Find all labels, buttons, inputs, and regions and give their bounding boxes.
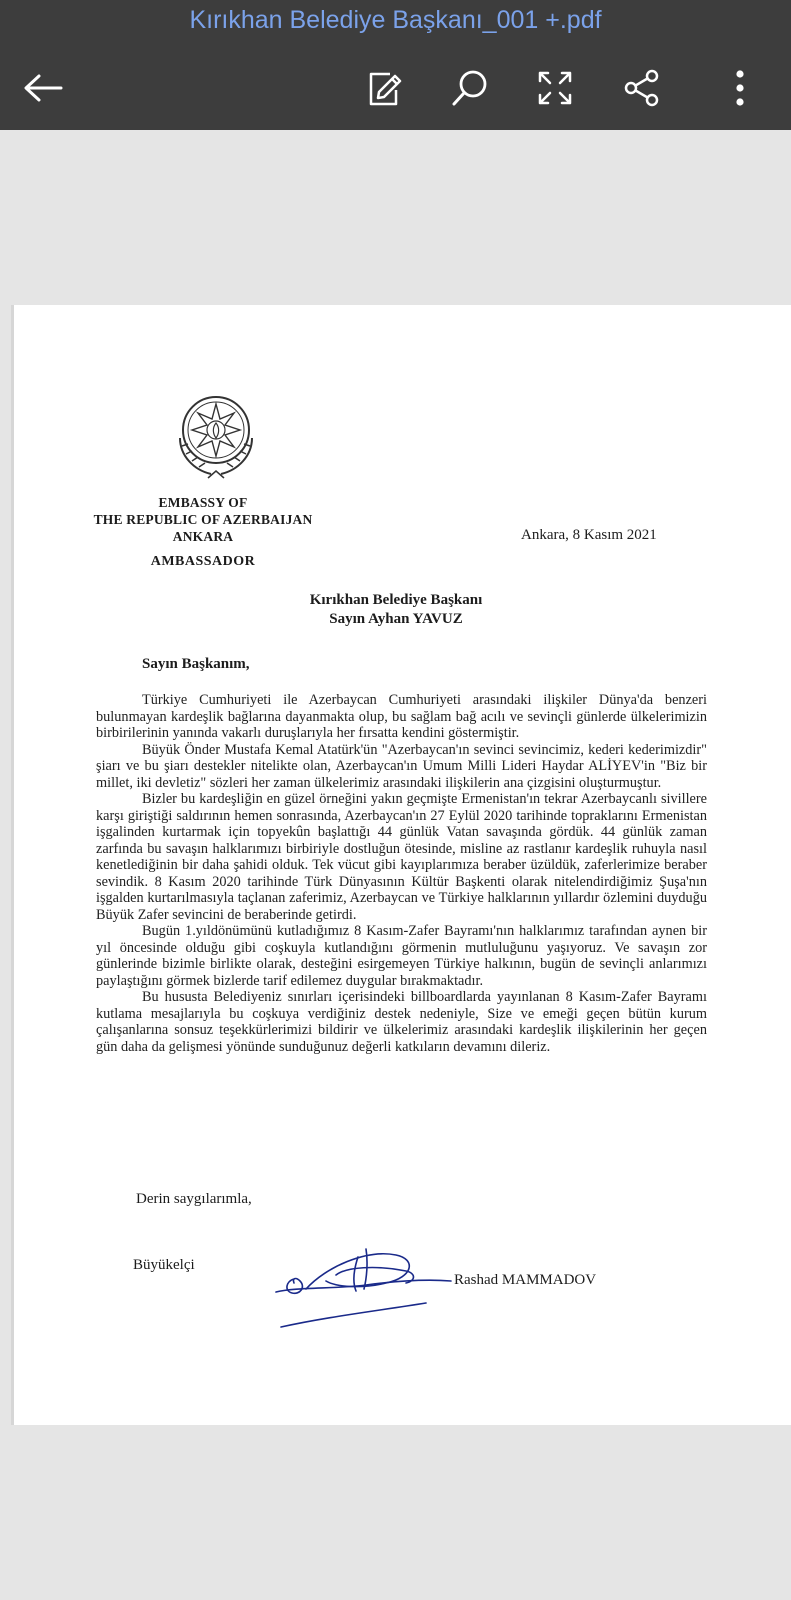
letter-body [96, 692, 707, 1055]
signer-title: Büyükelçi [133, 1257, 195, 1273]
share-button[interactable] [614, 60, 670, 116]
share-icon [622, 68, 662, 108]
letterhead-line-4: AMBASSADOR [150, 554, 256, 569]
closing: Derin saygılarımla, [136, 1191, 252, 1207]
edit-button[interactable] [356, 60, 412, 116]
arrow-left-icon [23, 73, 63, 103]
document-page[interactable] [11, 305, 791, 1425]
body-paragraph: Bugün 1.yıldönümünü kutladığımız 8 Kasım-Zafer Bayramı'nın halklarımız tarafından aynen bir yıl öncesinde olduğu gibi coşkuyla kutlandığını görmenin mutluluğunu yaşıyoruz. Ve savaşın zor günlerinde bizimle birlikte olarak, desteğini esirgemeyen Türkiye halkının, bugün de sevinçli anlarımızı paylaştığını görmek bizlerde tarif edilemez duygular bırakmaktadır. [96, 923, 707, 989]
document-title: Kırıkhan Belediye Başkanı_001 +.pdf [189, 6, 602, 34]
handwritten-signature-icon [266, 1237, 456, 1332]
search-icon [450, 68, 490, 108]
signer-name: Rashad MAMMADOV [454, 1272, 597, 1288]
app-toolbar [0, 0, 791, 130]
recipient-line-2: Sayın Ayhan YAVUZ [329, 611, 463, 627]
letterhead-line-1: EMBASSY OF [158, 495, 248, 510]
back-button[interactable] [15, 60, 71, 116]
azerbaijan-emblem-icon [166, 386, 266, 486]
letterhead-line-2: THE REPUBLIC OF AZERBAIJAN [93, 512, 313, 527]
recipient-line-1: Kırıkhan Belediye Başkanı [309, 592, 483, 608]
fullscreen-button[interactable] [527, 60, 583, 116]
body-paragraph: Büyük Önder Mustafa Kemal Atatürk'ün "Azerbaycan'ın sevinci sevincimiz, kederi kederimizdir" şiarı ve bu şiarı destekler nitelikte olan, Azerbaycan'ın Umum Milli Lideri Haydar ALİYEV'in "Biz bir millet, iki devletiz" sözleri her zaman ülkelerimiz arasındaki ilişkilerin ana çizgisini oluşturmuştur. [96, 741, 707, 791]
edit-document-icon [364, 68, 404, 108]
salutation: Sayın Başkanım, [142, 656, 250, 672]
more-vertical-icon [730, 68, 750, 108]
body-paragraph: Türkiye Cumhuriyeti ile Azerbaycan Cumhuriyeti arasındaki ilişkiler Dünya'da benzeri bulunmayan kardeşlik bağlarına dayanmakta olup, bu sağlam bağ acılı ve sevinçli günlerde ülkelerimizin birbirilerinin yanında vakarlı duruşlarıyla her fırsatta kendini göstermiştir. [96, 692, 707, 741]
body-paragraph: Bu hususta Belediyeniz sınırları içerisindeki billboardlarda yayınlanan 8 Kasım-Zafer Bayramı kutlama mesajlarıyla bu coşkuya verdiğiniz destek nedeniyle, Size ve emeği geçen bütün kurum çalışanlarına sonsuz teşekkürlerimizi bildirir ve ülkelerimiz arasındaki kardeşlik ilişkilerinin her geçen gün daha da gelişmesi yönünde sunduğunuz değerli katkıların devamını dileriz. [96, 989, 707, 1055]
body-paragraph: Bizler bu kardeşliğin en güzel örneğini yakın geçmişte Ermenistan'ın tekrar Azerbaycanlı sivillere karşı giriştiği saldırının hemen sonrasında, Azerbaycan'ın 27 Eylül 2020 tarihinde topraklarını Ermenistan işgalinden kurtarmak için topyekûn başlattığı 44 günlük Vatan savaşında gördük. 44 günlük zaman zarfında bu savaşın halklarımızı birbiriyle dostluğun ötesinde, misline az rastlanır kardeşlik ruhuyla nasıl kenetlediğinin bir daha şahidi olduk. Tek vücut gibi kayıplarımıza beraber üzüldük, zaferlerimize beraber sevindik. 8 Kasım 2020 tarihinde Türk Dünyasının Kültür Başkenti olarak nitelendirdiğimiz Şuşa'nın işgalden kurtarılmasıyla taçlanan zaferimiz, Azerbaycan ve Türkiye halklarının yıllardır özlemini duyduğu Büyük Zafer sevincini de beraberinde getirdi. [96, 791, 707, 923]
fullscreen-icon [535, 68, 575, 108]
search-button[interactable] [442, 60, 498, 116]
letterhead-line-3: ANKARA [172, 529, 234, 544]
letter-date: Ankara, 8 Kasım 2021 [521, 527, 657, 543]
more-options-button[interactable] [712, 60, 768, 116]
